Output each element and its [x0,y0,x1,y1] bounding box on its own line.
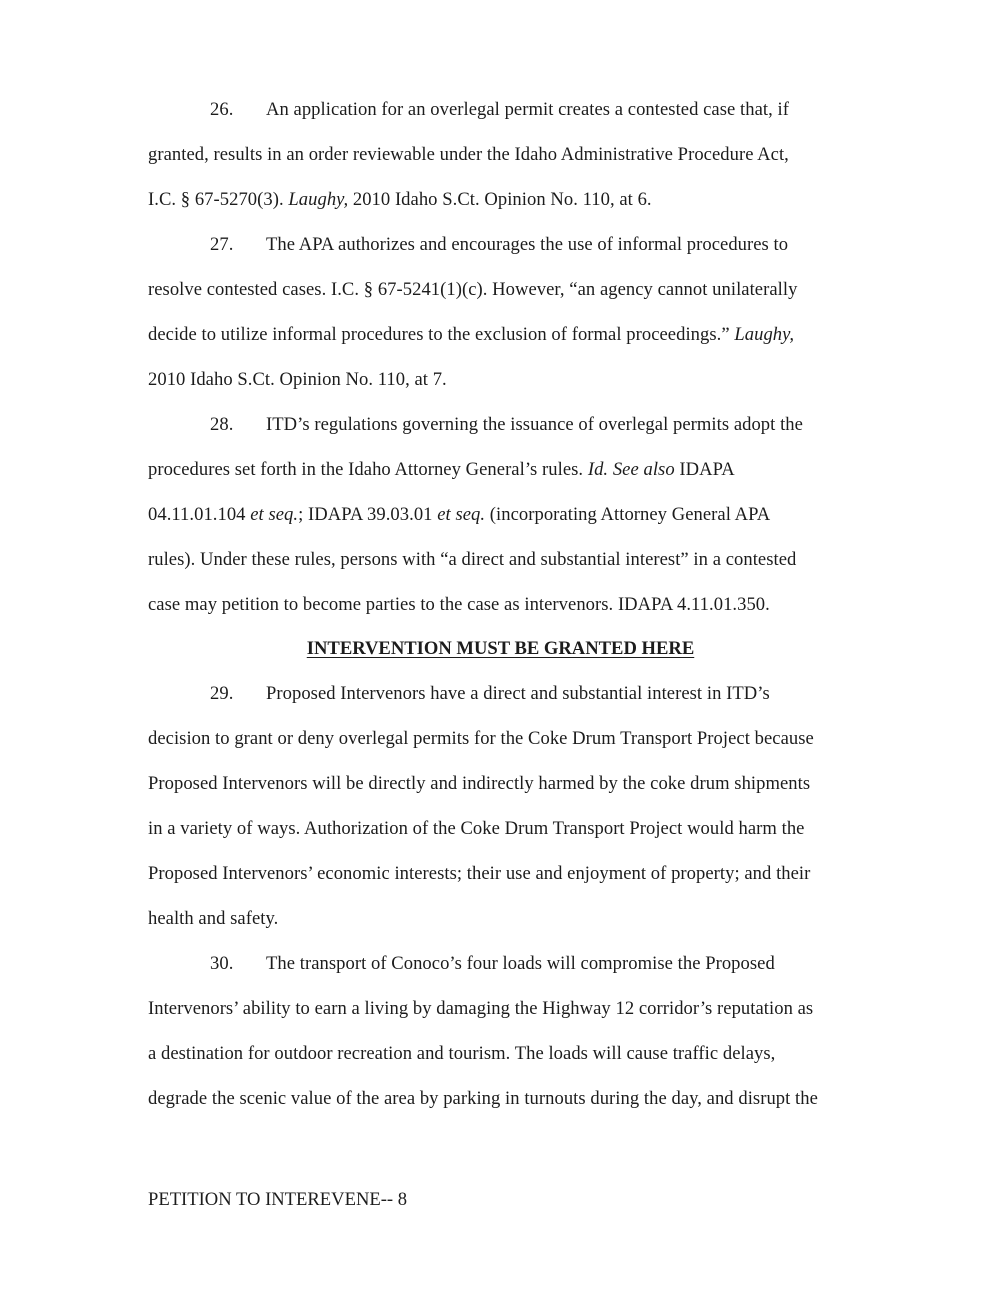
case-citation: Laughy, [734,324,795,345]
paragraph-26-line-2 [148,144,789,166]
paragraph-27-line-3 [148,324,794,346]
text: I.C. § 67-5270(3). [148,189,284,210]
text: case may petition to become parties to the case as intervenors. IDAPA 4.11.01.350. [148,594,770,615]
text: ITD’s regulations governing the issuance of overlegal permits adopt the [266,414,803,435]
paragraph-28-line-3 [148,504,770,526]
citation-signal: et seq. [437,504,486,525]
text: Proposed Intervenors have a direct and substantial interest in ITD’s [266,683,770,704]
paragraph-number: 26. [210,99,234,120]
section-heading: INTERVENTION MUST BE GRANTED HERE [306,638,695,659]
paragraph-29-line-4 [148,818,804,840]
text: in a variety of ways. Authorization of the Coke Drum Transport Project would harm the [148,818,805,839]
paragraph-29-line-1 [210,683,770,705]
text: resolve contested cases. I.C. § 67-5241(1)(c). However, “an agency cannot unilaterally [148,279,798,300]
text: degrade the scenic value of the area by parking in turnouts during the day, and disrupt the [148,1088,818,1109]
text: Intervenors’ ability to earn a living by damaging the Highway 12 corridor’s reputation as [148,998,814,1019]
paragraph-number: 30. [210,953,234,974]
citation-signal: See also [612,459,675,480]
paragraph-27-line-2 [148,279,797,301]
citation-signal: Id. [587,459,609,480]
text: procedures set forth in the Idaho Attorney General’s rules. [148,459,584,480]
text: The APA authorizes and encourages the use of informal procedures to [266,234,789,255]
paragraph-number: 29. [210,683,234,704]
paragraph-26-line-3 [148,189,652,211]
paragraph-29-line-3 [148,773,810,795]
text: 2010 Idaho S.Ct. Opinion No. 110, at 6. [352,189,652,210]
paragraph-26-line-1 [210,99,789,121]
text: IDAPA [679,459,735,480]
text: 04.11.01.104 [148,504,246,525]
text: 2010 Idaho S.Ct. Opinion No. 110, at 7. [148,369,447,390]
paragraph-30-line-3 [148,1043,775,1065]
paragraph-30-line-2 [148,998,813,1020]
text: Proposed Intervenors will be directly and indirectly harmed by the coke drum shipments [148,773,811,794]
page-footer: PETITION TO INTEREVENE-- 8 [148,1189,408,1210]
case-citation: Laughy, [288,189,349,210]
text: a destination for outdoor recreation and tourism. The loads will cause traffic delays, [148,1043,776,1064]
paragraph-28-line-1 [210,414,803,436]
paragraph-number: 27. [210,234,234,255]
text: (incorporating Attorney General APA [489,504,771,525]
text: The transport of Conoco’s four loads will compromise the Proposed [266,953,775,974]
citation-signal: et seq. [250,504,299,525]
text: decision to grant or deny overlegal permits for the Coke Drum Transport Project because [148,728,814,749]
paragraph-28-line-4 [148,549,796,571]
text: An application for an overlegal permit creates a contested case that, if [266,99,789,120]
paragraph-29-line-6 [148,908,278,930]
text: health and safety. [148,908,279,929]
paragraph-30-line-1 [210,953,775,975]
paragraph-30-line-4 [148,1088,818,1110]
paragraph-27-line-4 [148,369,447,391]
paragraph-27-line-1 [210,234,788,256]
paragraph-28-line-5 [148,594,770,616]
text: rules). Under these rules, persons with “a direct and substantial interest” in a contested [148,549,797,570]
paragraph-29-line-5 [148,863,810,885]
text: decide to utilize informal procedures to the exclusion of formal proceedings.” [148,324,730,345]
paragraph-28-line-2 [148,459,735,481]
text: Proposed Intervenors’ economic interests; their use and enjoyment of property; and their [148,863,811,884]
paragraph-29-line-2 [148,728,814,750]
text: ; IDAPA 39.03.01 [298,504,433,525]
text: granted, results in an order reviewable under the Idaho Administrative Procedure Act, [148,144,789,165]
paragraph-number: 28. [210,414,234,435]
